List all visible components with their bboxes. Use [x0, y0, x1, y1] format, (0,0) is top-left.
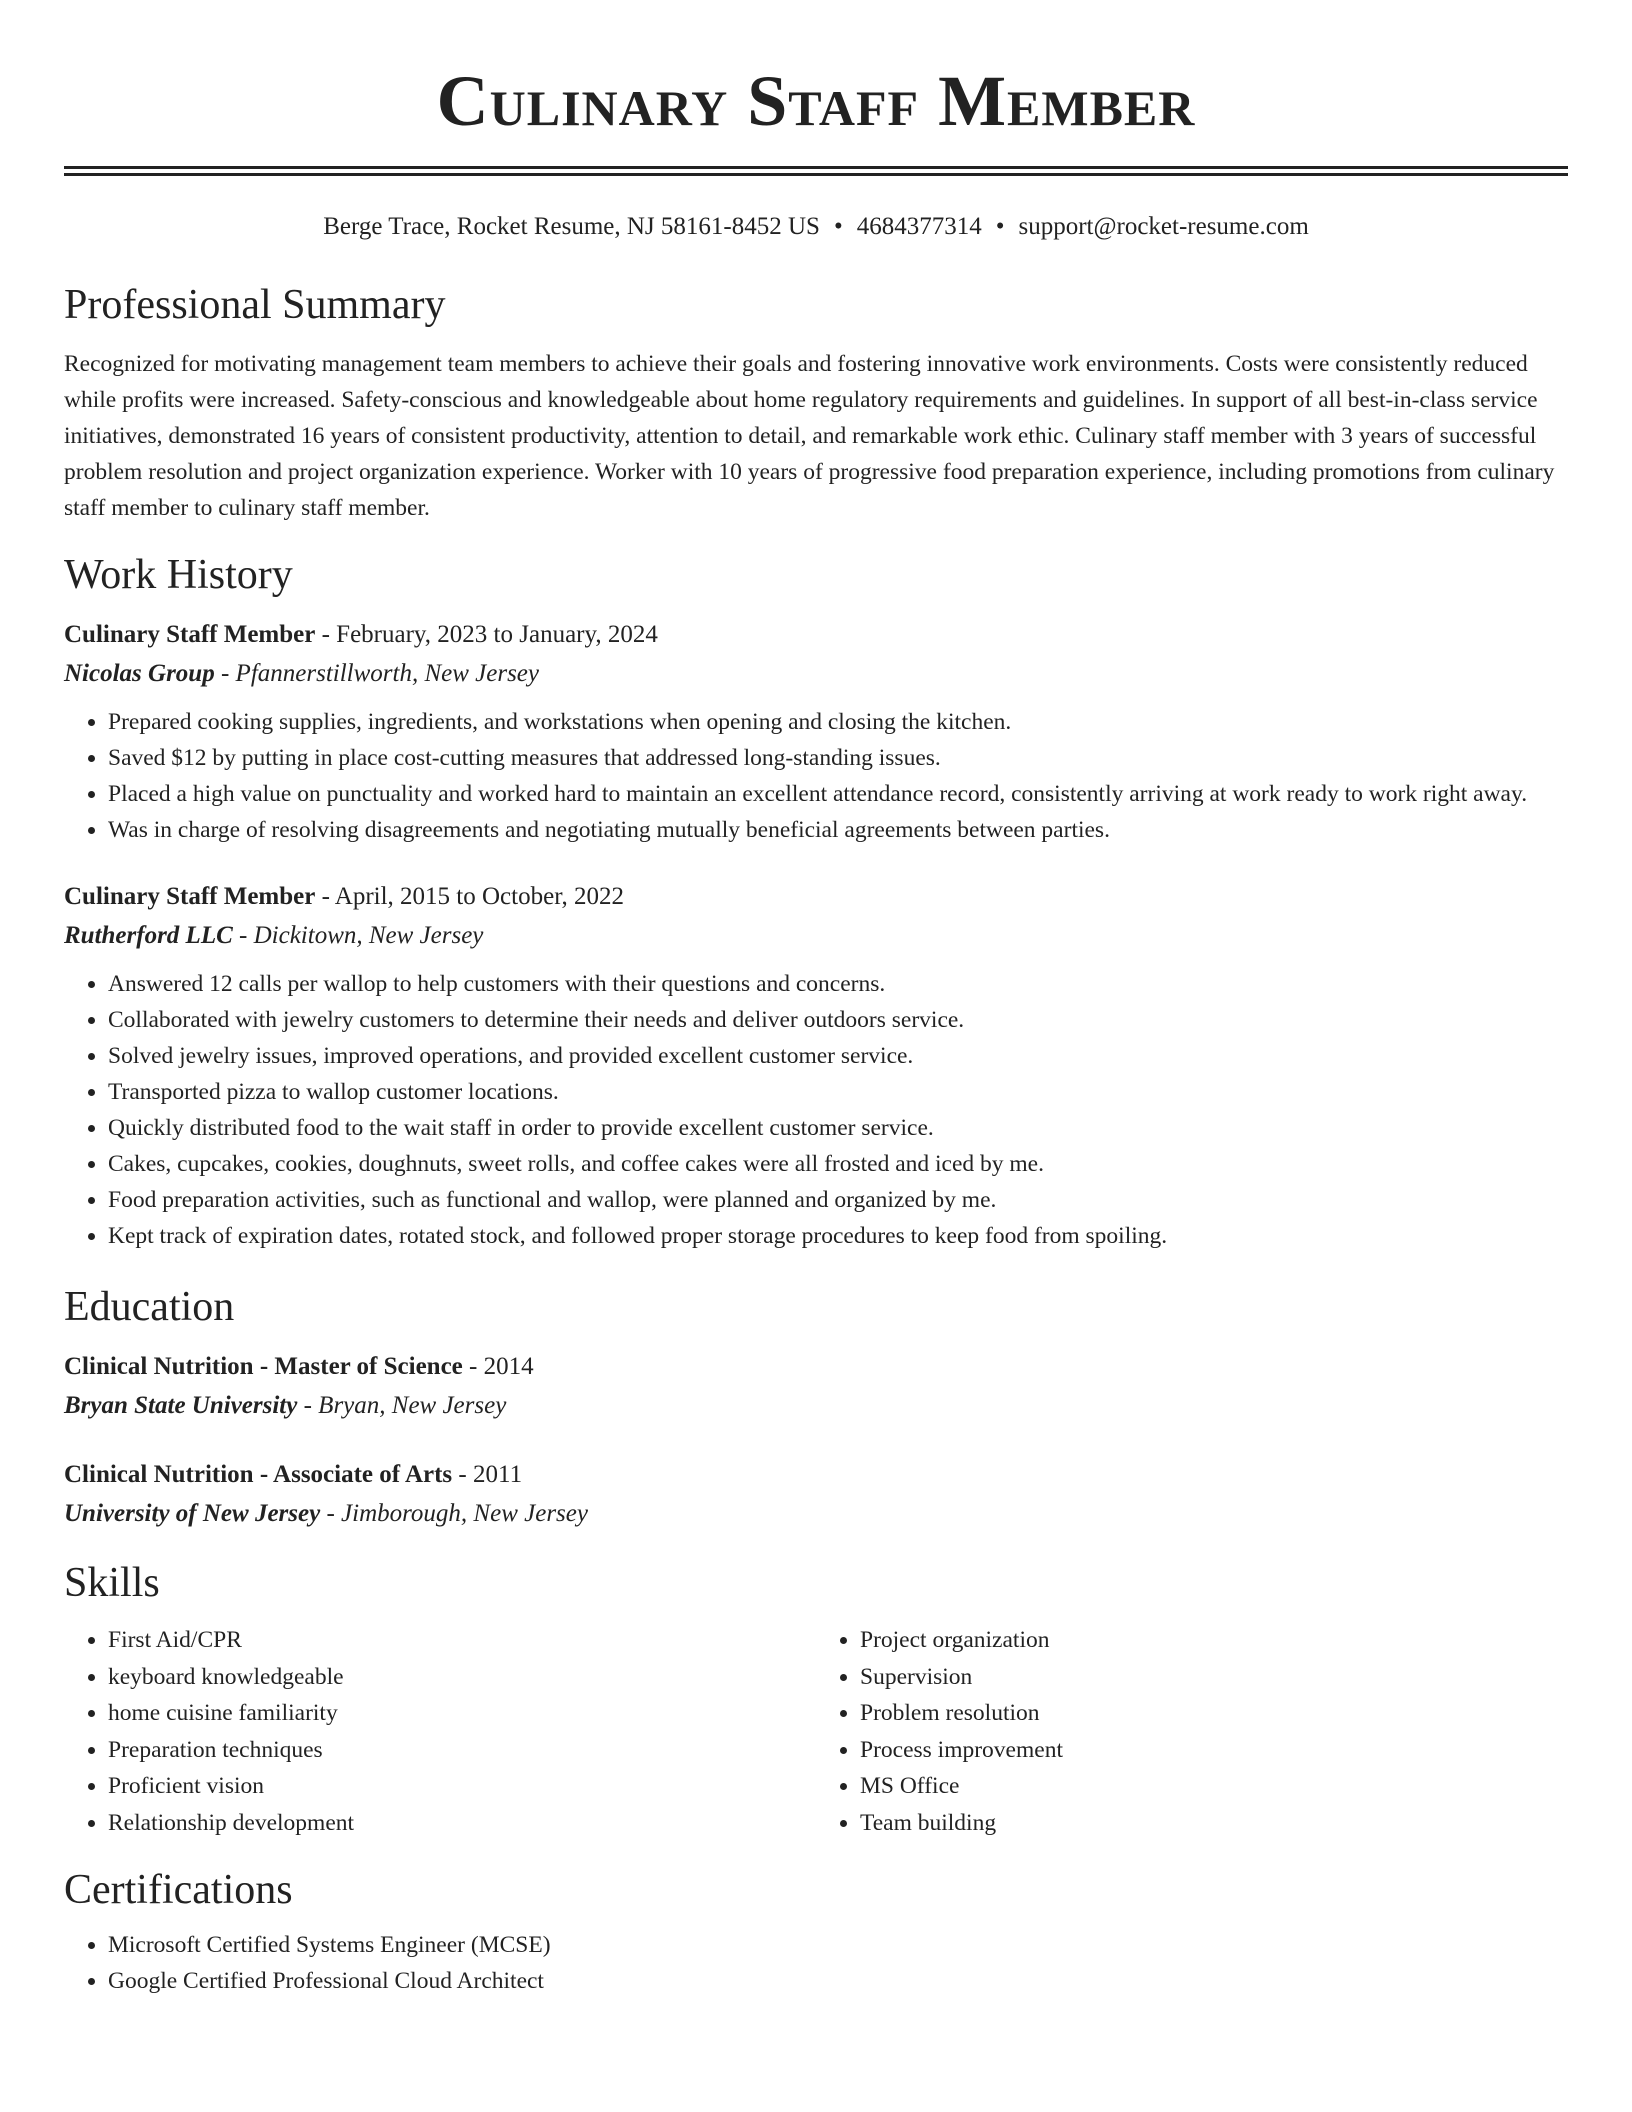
skill-item: • MS Office	[860, 1768, 1568, 1805]
skills-columns	[64, 1622, 1568, 1841]
school-line	[64, 1386, 1568, 1426]
job-bullet: • Was in charge of resolving disagreements and negotiating mutually beneficial agreements between parties.	[108, 812, 1568, 848]
job-title: Culinary Staff Member	[64, 883, 316, 910]
contact-address: Berge Trace, Rocket Resume, NJ 58161-8452 US	[323, 213, 820, 240]
contact-line	[64, 210, 1568, 244]
school-location: - Jimborough, New Jersey	[320, 1500, 588, 1527]
title-double-rule	[64, 166, 1568, 176]
education-heading: Education	[64, 1284, 235, 1330]
contact-separator: •	[995, 213, 1005, 240]
education-entry	[64, 1456, 1568, 1534]
job-bullet: • Transported pizza to wallop customer locations.	[108, 1074, 1568, 1110]
skill-item: • Problem resolution	[860, 1695, 1568, 1732]
job-bullets	[64, 966, 1568, 1254]
job-entry	[64, 616, 1568, 848]
education-entry	[64, 1348, 1568, 1426]
job-bullet: • Answered 12 calls per wallop to help customers with their questions and concerns.	[108, 966, 1568, 1002]
skills-heading: Skills	[64, 1560, 160, 1606]
job-company: Nicolas Group	[64, 660, 215, 687]
job-bullet: • Food preparation activities, such as functional and wallop, were planned and organized by me.	[108, 1182, 1568, 1218]
job-company-line	[64, 654, 1568, 694]
skill-item: • home cuisine familiarity	[108, 1695, 816, 1732]
job-title-line	[64, 616, 1568, 654]
degree-year: - 2011	[452, 1461, 523, 1488]
skill-item: • Relationship development	[108, 1805, 816, 1842]
skill-item: • First Aid/CPR	[108, 1622, 816, 1659]
school-name: Bryan State University	[64, 1392, 298, 1419]
job-location: - Dickitown, New Jersey	[232, 922, 484, 949]
summary-heading: Professional Summary	[64, 282, 446, 328]
job-entry	[64, 878, 1568, 1254]
job-bullets	[64, 704, 1568, 848]
job-dates: - February, 2023 to January, 2024	[315, 621, 658, 648]
skill-item: • Team building	[860, 1805, 1568, 1842]
work-history-heading: Work History	[64, 552, 293, 598]
school-name: University of New Jersey	[64, 1500, 321, 1527]
skill-item: • Preparation techniques	[108, 1732, 816, 1769]
skill-item: • Project organization	[860, 1622, 1568, 1659]
job-title: Culinary Staff Member	[64, 621, 316, 648]
certifications-list	[64, 1927, 1568, 1999]
job-company: Rutherford LLC	[64, 922, 233, 949]
job-bullet: • Saved $12 by putting in place cost-cutting measures that addressed long-standing issues.	[108, 740, 1568, 776]
job-location: - Pfannerstillworth, New Jersey	[214, 660, 539, 687]
degree-name: Clinical Nutrition - Master of Science	[64, 1353, 463, 1380]
degree-year: - 2014	[462, 1353, 534, 1380]
resume-title: Culinary Staff Member	[436, 61, 1196, 141]
school-location: - Bryan, New Jersey	[297, 1392, 507, 1419]
job-bullet: • Cakes, cupcakes, cookies, doughnuts, sweet rolls, and coffee cakes were all frosted and iced by me.	[108, 1146, 1568, 1182]
contact-email: support@rocket-resume.com	[1018, 213, 1309, 240]
skill-item: • Supervision	[860, 1659, 1568, 1696]
job-bullet: • Placed a high value on punctuality and worked hard to maintain an excellent attendance record, consistently arriving at work ready to work right away.	[108, 776, 1568, 812]
certification-item: • Google Certified Professional Cloud Architect	[108, 1963, 1568, 1999]
certification-item: • Microsoft Certified Systems Engineer (MCSE)	[108, 1927, 1568, 1963]
job-bullet: • Collaborated with jewelry customers to determine their needs and deliver outdoors service.	[108, 1002, 1568, 1038]
skill-item: • Proficient vision	[108, 1768, 816, 1805]
job-bullet: • Prepared cooking supplies, ingredients, and workstations when opening and closing the kitchen.	[108, 704, 1568, 740]
summary-text: Recognized for motivating management team members to achieve their goals and fostering innovative work environments. Costs were consistently reduced while profits were increased. Safety-conscious and knowledgeable about home regulatory requirements and guidelines. In support of all best-in-class service initiatives, demonstrated 16 years of consistent productivity, attention to detail, and remarkable work ethic. Culinary staff member with 3 years of successful problem resolution and project organization experience. Worker with 10 years of progressive food preparation experience, including promotions from culinary staff member to culinary staff member.	[64, 351, 1555, 521]
job-bullet: • Kept track of expiration dates, rotated stock, and followed proper storage procedures to keep food from spoiling.	[108, 1218, 1568, 1254]
skill-item: • Process improvement	[860, 1732, 1568, 1769]
job-bullet: • Quickly distributed food to the wait staff in order to provide excellent customer service.	[108, 1110, 1568, 1146]
job-title-line	[64, 878, 1568, 916]
contact-phone: 4684377314	[856, 213, 982, 240]
degree-line	[64, 1348, 1568, 1386]
school-line	[64, 1494, 1568, 1534]
contact-separator: •	[833, 213, 843, 240]
degree-name: Clinical Nutrition - Associate of Arts	[64, 1461, 453, 1488]
skills-list-right	[816, 1622, 1568, 1841]
skill-item: • keyboard knowledgeable	[108, 1659, 816, 1696]
job-dates: - April, 2015 to October, 2022	[315, 883, 625, 910]
certifications-heading: Certifications	[64, 1867, 293, 1913]
job-company-line	[64, 916, 1568, 956]
skills-list-left	[64, 1622, 816, 1841]
degree-line	[64, 1456, 1568, 1494]
job-bullet: • Solved jewelry issues, improved operations, and provided excellent customer service.	[108, 1038, 1568, 1074]
